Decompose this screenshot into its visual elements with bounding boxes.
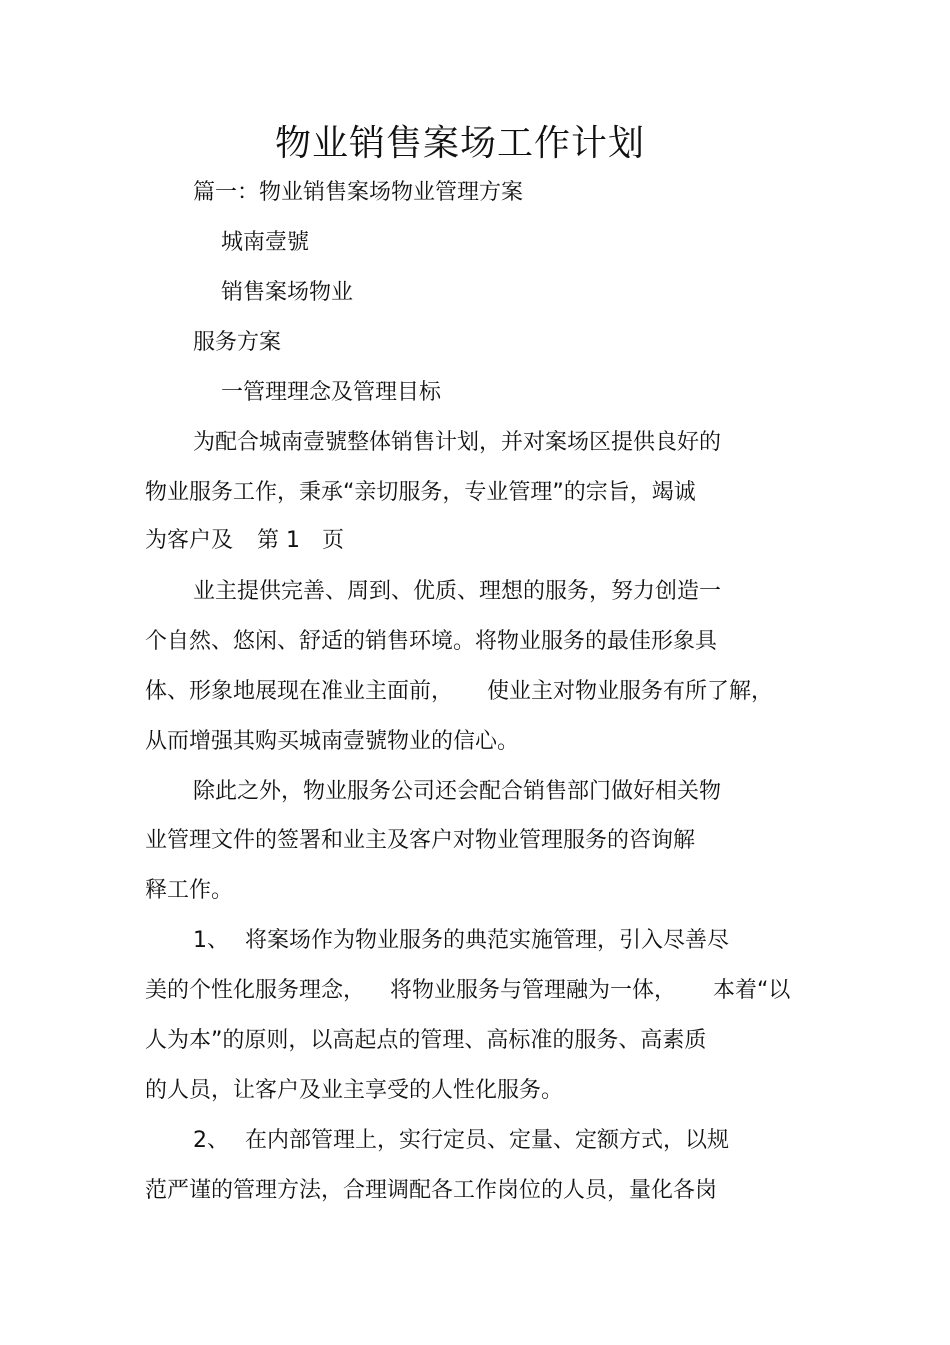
subheading-line: 一管理理念及管理目标 (221, 380, 442, 405)
paragraph-line: 在内部管理上，实行定员、定量、定额方式，以规 (245, 1128, 730, 1153)
section-heading: 篇一：物业销售案场物业管理方案 (193, 180, 524, 205)
paragraph-line: 除此之外，物业服务公司还会配合销售部门做好相关物 (193, 779, 722, 804)
paragraph-line: 从而增强其购买城南壹號物业的信心。 (145, 729, 520, 754)
page-number: 第 1 页 (257, 528, 344, 553)
paragraph-line: 人为本”的原则，以高起点的管理、高标准的服务、高素质 (145, 1028, 707, 1053)
document-title: 物业销售案场工作计划 (274, 123, 645, 164)
list-number: 2、 (193, 1128, 229, 1153)
paragraph-line: 个自然、悠闲、舒适的销售环境。将物业服务的最佳形象具 (145, 629, 718, 654)
paragraph-line: 美的个性化服务理念， (145, 978, 366, 1003)
paragraph-line: 体、形象地展现在准业主面前， (145, 679, 454, 704)
list-number: 1、 (193, 928, 229, 953)
subheading-line: 服务方案 (193, 330, 282, 355)
paragraph-line: 使业主对物业服务有所了解， (487, 679, 774, 704)
paragraph-line: 为客户及 (145, 528, 234, 553)
paragraph-line: 物业服务工作，秉承“亲切服务，专业管理”的宗旨，竭诚 (145, 480, 696, 505)
paragraph-line: 范严谨的管理方法，合理调配各工作岗位的人员，量化各岗 (145, 1178, 718, 1203)
paragraph-line: 为配合城南壹號整体销售计划，并对案场区提供良好的 (193, 430, 722, 455)
paragraph-line: 释工作。 (145, 878, 234, 903)
paragraph-line: 本着“以 (713, 978, 791, 1003)
subheading-line: 城南壹號 (221, 230, 310, 255)
paragraph-line: 业主提供完善、周到、优质、理想的服务，努力创造一 (193, 579, 722, 604)
subheading-line: 销售案场物业 (221, 280, 354, 305)
paragraph-line: 将物业服务与管理融为一体， (390, 978, 677, 1003)
paragraph-line: 业管理文件的签署和业主及客户对物业管理服务的咨询解 (145, 828, 696, 853)
paragraph-line: 的人员，让客户及业主享受的人性化服务。 (145, 1078, 564, 1103)
paragraph-line: 将案场作为物业服务的典范实施管理，引入尽善尽 (245, 928, 730, 953)
